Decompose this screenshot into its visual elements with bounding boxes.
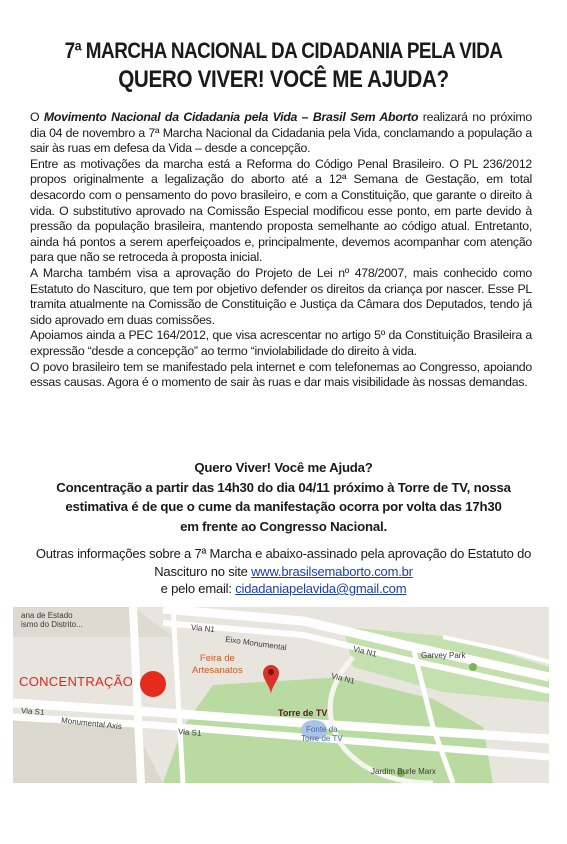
map-label-via-n1-b: Via N1 bbox=[352, 644, 378, 659]
map-label-estado: ana de Estado bbox=[21, 611, 73, 620]
fonte-label-line2: Torre de TV bbox=[301, 734, 343, 743]
feira-label-line1: Feira de bbox=[199, 653, 235, 664]
paragraph-pec: Apoiamos ainda a PEC 164/2012, que visa acrescentar no artigo 5º da Constituição Brasileira a expressão “desde a concepção” ao termo “inviolabilidade do direito à vida. bbox=[30, 328, 532, 358]
map-label-via-s1-b: Via S1 bbox=[177, 726, 202, 739]
map-label-jardim: Jardim Burle Marx bbox=[371, 767, 436, 776]
fonte-label bbox=[301, 725, 343, 743]
map-label-via-n1-a: Via N1 bbox=[190, 622, 216, 635]
email-link[interactable]: cidadaniapelavida@gmail.com bbox=[235, 581, 407, 596]
torre-label: Torre de TV bbox=[278, 708, 328, 718]
info-email-prefix: e pelo email: bbox=[160, 581, 236, 596]
map-label-garvey: Garvey Park bbox=[421, 651, 466, 660]
page-title: 7ª MARCHA NACIONAL DA CIDADANIA PELA VIDA bbox=[64, 38, 503, 63]
map-label-eixo: Eixo Monumental bbox=[224, 634, 288, 653]
map-label-via-n1-c: Via N1 bbox=[330, 671, 356, 686]
intro-rest: realizará no próximo dia 04 de novembro a 7ª Marcha Nacional da Cidadania pela Vida, conclamando a população a sair às ruas em defesa da Vida – desde a concepção. bbox=[30, 110, 532, 156]
map-label-via-s1-a: Via S1 bbox=[20, 705, 45, 718]
info-line1: Outras informações sobre a 7ª Marcha e abaixo-assinado pela aprovação do Estatuto do bbox=[35, 546, 532, 561]
info-site-prefix: Nascituro no site bbox=[154, 563, 252, 579]
info-line3 bbox=[20, 580, 547, 598]
callout-slogan: Quero Viver! Você me Ajuda? bbox=[194, 460, 373, 475]
concentracao-label: CONCENTRAÇÃO bbox=[19, 674, 134, 689]
paragraph-call-to-action: O povo brasileiro tem se manifestado pela internet e com telefonemas ao Congresso, apoiando essas causas. Agora é o momento de sair às ruas e dar mais visibilidade às nossas demandas. bbox=[30, 359, 532, 390]
map-label-monumental-axis: Monumental Axis bbox=[60, 715, 123, 732]
map-label-distrito: ismo do Distrito... bbox=[21, 620, 83, 629]
site-link[interactable]: www.brasilsemaborto.com.br bbox=[251, 563, 413, 579]
map-drawing bbox=[13, 607, 549, 783]
paragraph-motivations: Entre as motivações da marcha está a Reforma do Código Penal Brasileiro. O PL 236/2012 propos originalmente a legalização do aborto até a 12ª Semana de Gestação, em total desacordo com o pensamento do povo brasileiro, e com a Constituição, que garante o direito à vida. O substitutivo aprovado na Comissão Especial modificou esse ponto, em parte devido à pressão da população brasileira, mantendo proposta semelhante ao código atual. Entretanto, ainda há pontos a serem aperfeiçoados e, principalmente, devemos acompanhar com atenção para que não se retroceda à proposta inicial. bbox=[30, 156, 532, 265]
callout-schedule-line3: em frente ao Congresso Nacional. bbox=[180, 518, 387, 534]
page-subtitle: QUERO VIVER! VOCÊ ME AJUDA? bbox=[118, 66, 449, 93]
fonte-label-line1: Fonte da bbox=[306, 725, 338, 734]
info-line2 bbox=[20, 563, 547, 581]
paragraph-intro bbox=[30, 110, 532, 157]
callout-schedule-line1: Concentração a partir das 14h30 do dia 04/11 próximo à Torre de TV, nossa bbox=[56, 479, 511, 495]
organization-name: Movimento Nacional da Cidadania pela Vida – Brasil Sem Aborto bbox=[43, 110, 419, 124]
paragraph-estatuto: A Marcha também visa a aprovação do Projeto de Lei nº 478/2007, mais conhecido como Estatuto do Nascituro, que tem por objetivo defender os direitos da criança por nascer. Esse PL tramita atualmente na Comissão de Constituição e Justiça da Câmara dos Deputados, tendo já sido aprovado em duas comissões. bbox=[30, 265, 532, 327]
callout-schedule-line2: estimativa é de que o cume da manifestação ocorra por volta das 17h30 bbox=[65, 499, 502, 514]
park-marker-icon bbox=[469, 663, 477, 671]
concentration-marker[interactable] bbox=[140, 671, 166, 697]
feira-label-line2: Artesanatos bbox=[192, 665, 243, 676]
intro-prefix: O bbox=[30, 110, 44, 124]
event-callout bbox=[20, 458, 547, 536]
body-text bbox=[30, 110, 532, 391]
location-map[interactable] bbox=[13, 607, 549, 783]
more-info bbox=[20, 545, 547, 598]
feira-label bbox=[192, 653, 243, 677]
